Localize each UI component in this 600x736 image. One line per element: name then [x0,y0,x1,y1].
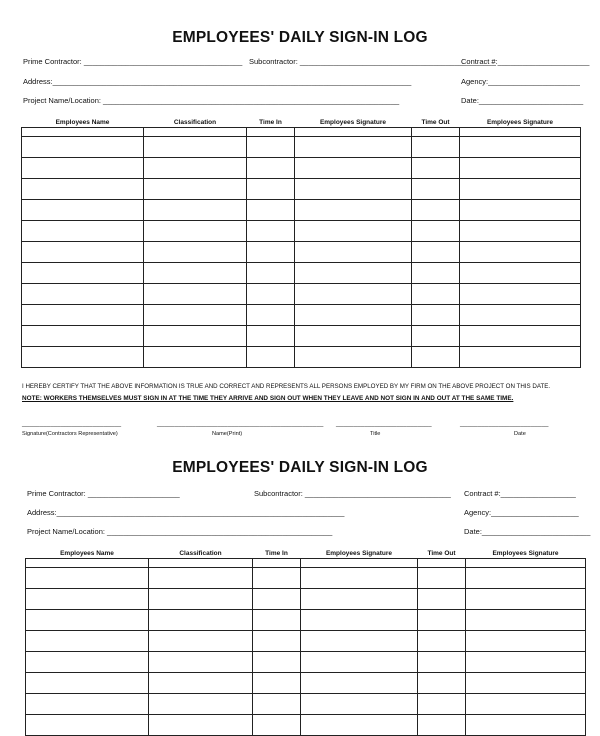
table-cell[interactable] [301,673,418,694]
table-cell[interactable] [149,610,253,631]
table-cell[interactable] [466,568,586,589]
table-cell[interactable] [26,568,149,589]
table-cell[interactable] [460,305,581,326]
table-cell[interactable] [295,221,412,242]
table-cell[interactable] [460,263,581,284]
table-row [22,305,581,326]
table-cell[interactable] [247,242,295,263]
table-cell[interactable] [144,305,247,326]
table-cell[interactable] [253,559,301,568]
subcontractor-field[interactable]: Subcontractor: ___________________________________ [254,489,451,498]
table-cell[interactable] [295,137,412,158]
title-label: Title [370,431,381,437]
agency-field[interactable]: Agency:______________________ [461,77,580,86]
table-cell[interactable] [144,263,247,284]
table-cell[interactable] [301,610,418,631]
table-header-row [26,549,586,559]
table-row [26,694,586,715]
table-cell[interactable] [149,694,253,715]
table-cell[interactable] [295,242,412,263]
table-row [22,158,581,179]
table-cell[interactable] [253,610,301,631]
date-label: Date [514,431,526,437]
table-cell[interactable] [149,559,253,568]
table-cell[interactable] [247,158,295,179]
table-cell[interactable] [247,305,295,326]
table-cell[interactable] [412,347,460,368]
column-header: Employees Name [55,119,110,126]
table-cell[interactable] [418,589,466,610]
column-header: Classification [179,550,222,557]
prime-contractor-field[interactable]: Prime Contractor: ______________________ [27,489,180,498]
name-print-label: Name(Print) [212,431,243,437]
column-header: Time In [259,119,282,126]
table-cell[interactable] [22,242,144,263]
table-cell[interactable] [26,715,149,736]
table-cell[interactable] [295,326,412,347]
table-cell[interactable] [418,673,466,694]
table-cell[interactable] [418,568,466,589]
table-row [22,326,581,347]
table-row [26,589,586,610]
table-cell[interactable] [412,326,460,347]
table-cell[interactable] [22,158,144,179]
table-row [22,221,581,242]
table-cell[interactable] [295,179,412,200]
table-cell[interactable] [22,179,144,200]
column-header: Employees Signature [319,119,387,126]
table-row [26,559,586,568]
table-cell[interactable] [301,715,418,736]
table-cell[interactable] [149,568,253,589]
table-cell[interactable] [144,200,247,221]
column-header: Employees Signature [492,550,559,557]
agency-field[interactable]: Agency:_____________________ [464,508,579,517]
table-cell[interactable] [412,242,460,263]
table-cell[interactable] [253,673,301,694]
table-cell[interactable] [144,284,247,305]
table-row [22,347,581,368]
table-cell[interactable] [144,347,247,368]
table-cell[interactable] [460,137,581,158]
table-cell[interactable] [466,694,586,715]
table-cell[interactable] [295,200,412,221]
table-cell[interactable] [295,284,412,305]
certification-text: I HEREBY CERTIFY THAT THE ABOVE INFORMATION IS TRUE AND CORRECT AND REPRESENTS ALL PERSONS EMPLOYED BY MY FIRM ON THE ABOVE PROJECT ON THIS DATE. [22,383,551,390]
table-cell[interactable] [466,715,586,736]
table-cell[interactable] [301,568,418,589]
table-cell[interactable] [460,284,581,305]
project-location-field[interactable]: Project Name/Location: _______________________________________________________________________ [23,96,400,105]
table-cell[interactable] [466,559,586,568]
table-row [26,568,586,589]
table-cell[interactable] [22,263,144,284]
column-header: Time In [265,550,288,557]
table-cell[interactable] [412,263,460,284]
table-cell[interactable] [253,652,301,673]
workers-note: NOTE: WORKERS THEMSELVES MUST SIGN IN AT THE TIME THEY ARRIVE AND SIGN OUT WHEN THEY LEAVE AND NOT SIGN IN AND OUT AT THE SAME TIME. [22,395,514,402]
table-cell[interactable] [247,128,295,137]
table-cell[interactable] [247,284,295,305]
table-cell[interactable] [22,128,144,137]
sign-in-table [25,549,586,736]
contract-number-field[interactable]: Contract #:__________________ [464,489,576,498]
table-cell[interactable] [460,242,581,263]
table-cell[interactable] [253,715,301,736]
table-cell[interactable] [418,631,466,652]
table-cell[interactable] [466,589,586,610]
table-cell[interactable] [144,158,247,179]
table-cell[interactable] [466,631,586,652]
date-field[interactable]: Date:_________________________ [461,96,584,105]
table-cell[interactable] [26,589,149,610]
column-header: Employees Signature [325,550,393,557]
form-title: EMPLOYEES' DAILY SIGN-IN LOG [172,29,428,46]
table-cell[interactable] [149,673,253,694]
table-row [22,200,581,221]
table-cell[interactable] [466,652,586,673]
table-cell[interactable] [295,305,412,326]
table-cell[interactable] [247,221,295,242]
table-cell[interactable] [26,673,149,694]
name-print-line[interactable]: _______________________________________________ [157,420,324,427]
table-cell[interactable] [460,221,581,242]
table-cell[interactable] [22,347,144,368]
table-cell[interactable] [149,631,253,652]
table-cell[interactable] [460,158,581,179]
table-cell[interactable] [460,128,581,137]
table-cell[interactable] [247,137,295,158]
table-cell[interactable] [301,559,418,568]
column-header: Employees Name [60,550,114,557]
table-row [22,128,581,137]
table-cell[interactable] [247,326,295,347]
table-cell[interactable] [295,128,412,137]
table-cell[interactable] [22,284,144,305]
signature-line[interactable]: ____________________________ [22,420,122,427]
table-cell[interactable] [295,158,412,179]
table-cell[interactable] [460,200,581,221]
table-cell[interactable] [22,200,144,221]
table-cell[interactable] [253,568,301,589]
table-cell[interactable] [247,179,295,200]
table-row [26,652,586,673]
table-cell[interactable] [144,179,247,200]
table-cell[interactable] [412,221,460,242]
table-cell[interactable] [418,715,466,736]
table-cell[interactable] [253,589,301,610]
table-cell[interactable] [144,326,247,347]
contract-number-field[interactable]: Contract #:______________________ [461,57,590,66]
subcontractor-field[interactable]: Subcontractor: _______________________________________________ [249,57,496,66]
table-cell[interactable] [26,559,149,568]
table-cell[interactable] [247,200,295,221]
table-cell[interactable] [301,652,418,673]
table-row [22,179,581,200]
table-cell[interactable] [412,305,460,326]
address-field[interactable]: Address:______________________________________________________________________________________ [23,77,412,86]
column-header: Employees Signature [486,119,554,126]
project-location-field[interactable]: Project Name/Location: ______________________________________________________ [27,527,333,536]
form-title: EMPLOYEES' DAILY SIGN-IN LOG [172,459,428,476]
table-cell[interactable] [149,589,253,610]
table-cell[interactable] [144,221,247,242]
table-cell[interactable] [412,179,460,200]
table-cell[interactable] [412,158,460,179]
table-row [26,715,586,736]
table-cell[interactable] [412,200,460,221]
title-line[interactable]: ___________________________ [336,420,432,427]
table-cell[interactable] [253,631,301,652]
table-cell[interactable] [26,694,149,715]
table-cell[interactable] [466,673,586,694]
table-cell[interactable] [418,610,466,631]
table-cell[interactable] [144,242,247,263]
table-cell[interactable] [26,610,149,631]
table-cell[interactable] [247,347,295,368]
column-header: Time Out [427,550,456,557]
table-cell[interactable] [460,179,581,200]
table-cell[interactable] [418,559,466,568]
table-cell[interactable] [22,221,144,242]
table-row [22,242,581,263]
table-cell[interactable] [412,128,460,137]
table-header-row [22,118,581,128]
table-cell[interactable] [295,263,412,284]
table-cell[interactable] [460,347,581,368]
table-cell[interactable] [149,652,253,673]
table-row [22,284,581,305]
table-cell[interactable] [412,284,460,305]
table-cell[interactable] [466,610,586,631]
table-cell[interactable] [22,305,144,326]
table-cell[interactable] [22,137,144,158]
table-row [26,673,586,694]
table-cell[interactable] [418,694,466,715]
table-cell[interactable] [301,631,418,652]
table-cell[interactable] [144,128,247,137]
date-field[interactable]: Date:__________________________ [464,527,591,536]
table-cell[interactable] [301,694,418,715]
table-cell[interactable] [149,715,253,736]
table-cell[interactable] [295,347,412,368]
table-cell[interactable] [418,652,466,673]
table-cell[interactable] [412,137,460,158]
table-row [22,137,581,158]
table-row [26,631,586,652]
date-line[interactable]: _________________________ [460,420,549,427]
table-cell[interactable] [253,694,301,715]
table-row [22,263,581,284]
table-cell[interactable] [26,652,149,673]
column-header: Time Out [421,119,450,126]
table-cell[interactable] [22,326,144,347]
table-row [26,610,586,631]
signature-label: Signature(Contractors Representative) [22,431,118,437]
address-field[interactable]: Address:_____________________________________________________________________ [27,508,345,517]
prime-contractor-field[interactable]: Prime Contractor: ______________________________________ [23,57,243,66]
table-cell[interactable] [247,263,295,284]
column-header: Classification [173,119,217,126]
sign-in-table [21,118,581,368]
table-cell[interactable] [144,137,247,158]
table-cell[interactable] [460,326,581,347]
table-cell[interactable] [26,631,149,652]
table-cell[interactable] [301,589,418,610]
